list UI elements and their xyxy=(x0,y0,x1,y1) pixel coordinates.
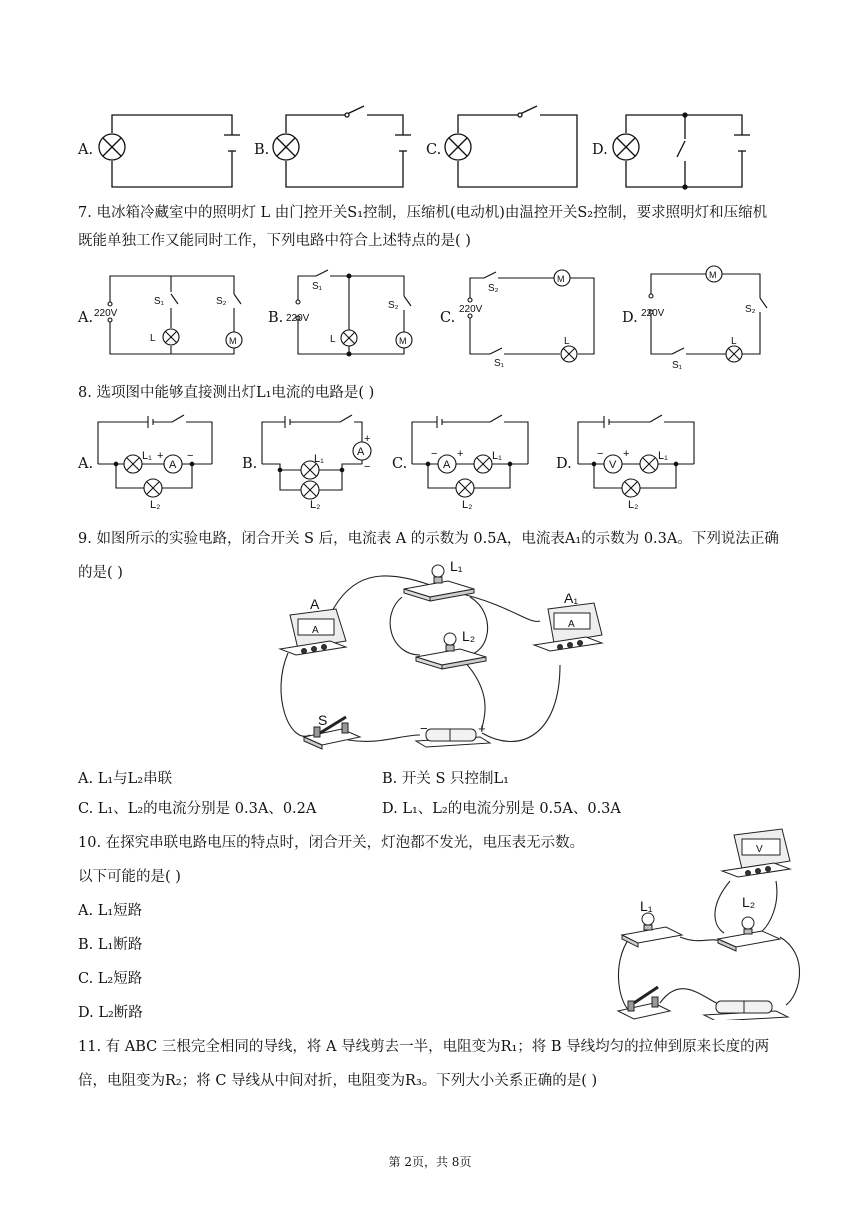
page-footer: 第 2页，共 8页 xyxy=(388,1155,472,1169)
q8-a-l2: L₂ xyxy=(150,499,161,510)
q8-circuit-a xyxy=(98,415,212,497)
q7-circuit-diagrams xyxy=(0,262,860,372)
q7-a-m: M xyxy=(229,336,237,346)
q8-stem: 8. 选项图中能够直接测出灯L₁电流的电路是( ) xyxy=(78,385,375,401)
q7-option-a-letter: A. xyxy=(78,310,94,326)
q7-c-s1: S₁ xyxy=(494,358,505,369)
q10-battery xyxy=(704,1001,788,1020)
q10-stem-line1: 10. 在探究串联电路电压的特点时，闭合开关，灯泡都不发光，电压表无示数。 xyxy=(78,835,585,851)
q6-option-d-letter: D. xyxy=(592,142,608,158)
q6-option-b-letter: B. xyxy=(254,142,270,158)
q7-stem-line1: 7. 电冰箱冷藏室中的照明灯 L 由门控开关S₁控制，压缩机(电动机)由温控开关S₂控制，要求照明灯和压缩机 xyxy=(78,205,768,221)
q6-circuit-d xyxy=(613,113,750,189)
q8-d-meter: V xyxy=(609,459,617,471)
q7-c-l: L xyxy=(564,336,570,347)
q8-a-minus: − xyxy=(187,450,194,462)
q7-circuit-c xyxy=(468,270,594,362)
q7-option-b-letter: B. xyxy=(268,310,284,326)
q10-option-d: D. L₂断路 xyxy=(78,1005,143,1021)
q9-option-d: D. L₁、L₂的电流分别是 0.5A、0.3A xyxy=(382,801,621,817)
q10-option-a: A. L₁短路 xyxy=(78,903,143,919)
q8-b-l2: L₂ xyxy=(310,499,321,510)
q7-a-s1: S₁ xyxy=(154,296,165,307)
q9-circuit-photo-diagram xyxy=(270,555,610,760)
q6-circuit-c xyxy=(445,106,577,187)
q9-stem-line2: 的是( ) xyxy=(78,565,123,581)
q6-option-a-letter: A. xyxy=(78,142,94,158)
q9-battery-minus: − xyxy=(420,721,428,736)
q9-meter-a-face: A xyxy=(312,625,319,636)
q9-option-a: A. L₁与L₂串联 xyxy=(78,771,173,787)
q9-label-a: A xyxy=(310,596,320,612)
q8-option-a-letter: A. xyxy=(78,456,94,472)
q7-b-l: L xyxy=(330,334,336,345)
q8-d-plus: + xyxy=(623,448,630,460)
q10-circuit-photo-diagram xyxy=(600,825,810,1020)
q8-option-b-letter: B. xyxy=(242,456,258,472)
q8-circuit-diagrams xyxy=(0,410,860,510)
q8-option-c-letter: C. xyxy=(392,456,408,472)
q9-switch-s xyxy=(304,717,360,749)
q11-stem-line1: 11. 有 ABC 三根完全相同的导线，将 A 导线剪去一半，电阻变为R₁；将 B 导线均匀的拉伸到原来长度的两 xyxy=(78,1039,770,1055)
q7-b-s1: S₁ xyxy=(312,281,323,292)
q9-battery-plus: + xyxy=(478,721,486,736)
q8-d-minus: − xyxy=(597,448,604,460)
q8-d-l1: L₁ xyxy=(658,450,668,462)
q9-lamp-l1 xyxy=(404,565,474,601)
q9-meter-a1-face: A xyxy=(568,619,575,630)
q8-circuit-d xyxy=(578,415,694,497)
q9-stem-line1: 9. 如图所示的实验电路，闭合开关 S 后，电流表 A 的示数为 0.5A，电流表A₁的示数为 0.3A。下列说法正确 xyxy=(78,531,779,547)
q7-c-voltage: 220V xyxy=(459,304,483,315)
q10-switch xyxy=(618,987,670,1019)
q8-a-l1: L₁ xyxy=(142,450,152,462)
q8-b-minus: − xyxy=(364,461,371,473)
q10-label-l1: L₁ xyxy=(640,898,653,914)
q10-lamp-l1 xyxy=(622,913,682,947)
q7-d-voltage: 220V xyxy=(641,308,665,319)
q8-a-meter: A xyxy=(169,459,177,471)
q7-d-s2: S₂ xyxy=(745,304,756,315)
q10-label-l2: L₂ xyxy=(742,894,756,910)
q7-b-voltage: 220V xyxy=(286,313,310,324)
q9-lamp-l2 xyxy=(416,633,486,669)
q8-a-plus: + xyxy=(157,450,164,462)
q7-a-voltage: 220V xyxy=(94,308,118,319)
q6-circuit-b xyxy=(273,106,411,187)
q10-meter-face: V xyxy=(756,844,763,855)
q7-option-c-letter: C. xyxy=(440,310,456,326)
q7-b-s2: S₂ xyxy=(388,300,399,311)
q8-option-d-letter: D. xyxy=(556,456,572,472)
q7-stem-line2: 既能单独工作又能同时工作，下列电路中符合上述特点的是( ) xyxy=(78,233,471,249)
q11-stem-line2: 倍，电阻变为R₂；将 C 导线从中间对折，电阻变为R₃。下列大小关系正确的是( ) xyxy=(78,1073,598,1089)
q10-option-b: B. L₁断路 xyxy=(78,937,143,953)
q7-d-m: M xyxy=(709,270,717,280)
q7-option-d-letter: D. xyxy=(622,310,638,326)
q8-b-plus: + xyxy=(364,433,371,445)
q7-a-s2: S₂ xyxy=(216,296,227,307)
q7-d-l: L xyxy=(731,336,737,347)
q8-c-meter: A xyxy=(443,459,451,471)
q8-c-l1: L₁ xyxy=(492,450,502,462)
q10-option-c: C. L₂短路 xyxy=(78,971,143,987)
q8-b-meter: A xyxy=(357,446,365,458)
q9-label-l2: L₂ xyxy=(462,628,476,644)
q9-label-s: S xyxy=(318,712,328,728)
q6-option-c-letter: C. xyxy=(426,142,442,158)
q7-circuit-a xyxy=(108,276,242,354)
q8-b-l1: L₁ xyxy=(314,453,324,465)
q7-d-s1: S₁ xyxy=(672,360,683,371)
q7-c-s2: S₂ xyxy=(488,283,499,294)
q7-c-m: M xyxy=(557,274,565,284)
q10-stem-line2: 以下可能的是( ) xyxy=(78,869,181,885)
q9-label-l1: L₁ xyxy=(450,558,463,574)
q8-d-l2: L₂ xyxy=(628,499,639,510)
q7-a-l: L xyxy=(150,333,156,344)
q9-option-b: B. 开关 S 只控制L₁ xyxy=(382,771,509,787)
q8-c-l2: L₂ xyxy=(462,499,473,510)
q8-c-plus: + xyxy=(457,448,464,460)
q8-c-minus: − xyxy=(431,448,438,460)
q6-circuit-a xyxy=(99,115,240,187)
q9-option-c: C. L₁、L₂的电流分别是 0.3A、0.2A xyxy=(78,801,317,817)
q9-label-a1: A₁ xyxy=(564,590,579,606)
q10-lamp-l2 xyxy=(718,917,780,951)
q7-b-m: M xyxy=(399,336,407,346)
q8-circuit-c xyxy=(412,415,528,497)
q6-circuit-diagrams xyxy=(0,95,860,195)
